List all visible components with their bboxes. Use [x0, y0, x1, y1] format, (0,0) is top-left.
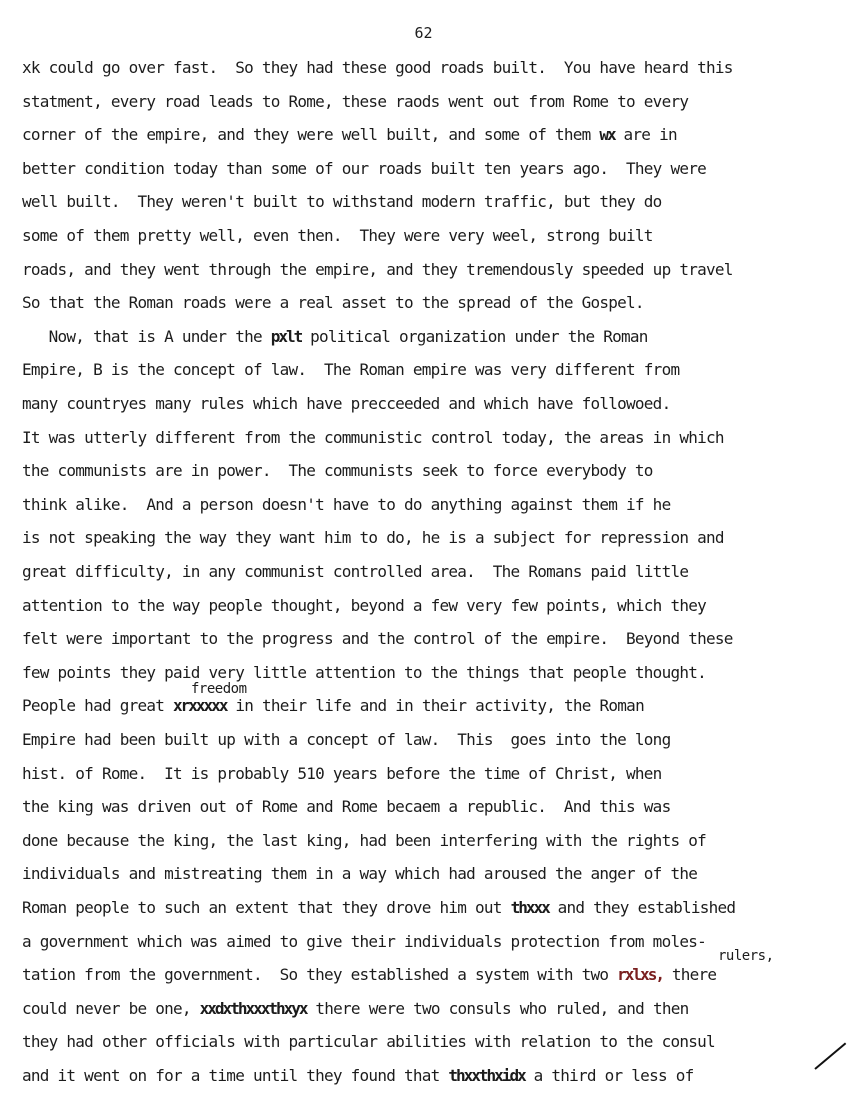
text-line: [22, 966, 716, 984]
line-text: and they established: [548, 898, 736, 917]
line-text: People had great: [22, 696, 174, 716]
line-text: political organization under the Roman: [301, 326, 648, 346]
text-line: [22, 697, 644, 715]
line-text: they had other officials with particular abilities with relation to the consul: [22, 1032, 715, 1052]
struck-out-text: pxlt: [270, 326, 302, 346]
line-text: is not speaking the way they want him to do, he is a subject for repression and: [22, 528, 724, 548]
line-text: could never be one,: [22, 998, 200, 1018]
line-text: think alike. And a person doesn't have to do anything against them if he: [22, 494, 671, 514]
text-line: [22, 597, 706, 615]
text-line: [22, 160, 706, 178]
line-text: the king was driven out of Rome and Rome becaem a republic. And this was: [22, 797, 671, 817]
line-text: could go over fast. So they had these good roads built. You have heard this: [39, 58, 733, 77]
text-line: [22, 798, 670, 816]
line-text: in their life and in their activity, the Roman: [226, 696, 644, 716]
struck-out-text: xrxxxxx: [173, 696, 227, 716]
text-line: [22, 193, 662, 211]
text-line: [22, 765, 662, 783]
line-text: some of them pretty well, even then. They were very weel, strong built: [22, 226, 653, 245]
page-number: 62: [414, 24, 433, 42]
text-line: [22, 261, 733, 279]
text-line: [22, 731, 670, 749]
text-line: [22, 1000, 688, 1018]
line-text: there were two consuls who ruled, and then: [306, 998, 689, 1018]
text-line: [22, 630, 733, 648]
text-line: [22, 933, 706, 951]
line-text: done because the king, the last king, had been interfering with the rights of: [22, 830, 706, 850]
line-text: a government which was aimed to give their individuals protection from moles-: [22, 931, 706, 951]
corner-pen-mark: [814, 1043, 846, 1070]
text-line: [22, 294, 644, 312]
line-text: attention to the way people thought, beyond a few very few points, which they: [22, 595, 706, 615]
text-line: [22, 126, 677, 144]
text-line: [22, 328, 648, 346]
struck-out-text: thxxthxidx: [448, 1066, 525, 1085]
struck-out-text: wx: [599, 125, 615, 145]
text-line: [22, 563, 688, 581]
text-line: [22, 93, 688, 111]
struck-out-text: xxdxthxxxthxyx: [199, 998, 307, 1018]
line-text: It was utterly different from the communistic control today, the areas in which: [22, 427, 724, 447]
line-text: felt were important to the progress and the control of the empire. Beyond these: [22, 629, 733, 649]
line-text: few points they paid very little attention to the things that people thought.: [22, 662, 706, 682]
line-text: and it went on for a time until they found that: [22, 1066, 449, 1085]
line-text: Empire, B is the concept of law. The Roman empire was very different from: [22, 360, 680, 380]
text-line: [22, 361, 679, 379]
text-line: [22, 529, 724, 547]
line-text: the communists are in power. The communists seek to force everybody to: [22, 461, 653, 481]
line-text: well built. They weren't built to withstand modern traffic, but they do: [22, 192, 662, 212]
text-line: [22, 227, 653, 245]
line-text: xk: [22, 58, 40, 77]
struck-out-text: rxlxs,: [617, 965, 663, 985]
text-line: [22, 832, 706, 850]
line-text: Roman people to such an extent that they drove him out: [22, 898, 511, 917]
text-line: [22, 496, 670, 514]
handwritten-insert-rulers: rulers,: [718, 948, 774, 964]
text-line: [22, 1033, 715, 1051]
text-line: [22, 395, 670, 413]
line-text: better condition today than some of our roads built ten years ago. They were: [22, 158, 706, 178]
text-line: [22, 59, 733, 77]
line-text: statment, every road leads to Rome, these raods went out from Rome to every: [22, 91, 689, 111]
line-text: roads, and they went through the empire, and they tremendously speeded up travel: [22, 259, 733, 279]
line-text: great difficulty, in any communist controlled area. The Romans paid little: [22, 562, 689, 581]
line-text: a third or less of: [524, 1066, 694, 1085]
struck-out-text: thxxx: [510, 898, 549, 917]
line-text: many countryes many rules which have precceeded and which have followoed.: [22, 394, 671, 413]
line-text: are in: [614, 125, 677, 145]
text-line: [22, 1067, 693, 1085]
line-text: corner of the empire, and they were well built, and some of them: [22, 125, 600, 145]
text-line: [22, 865, 697, 883]
line-text: hist. of Rome. It is probably 510 years before the time of Christ, when: [22, 763, 662, 783]
text-line: [22, 664, 706, 682]
handwritten-insert-freedom: freedom: [191, 681, 247, 697]
line-text: tation from the government. So they established a system with two: [22, 965, 618, 985]
text-line: [22, 899, 735, 917]
text-line: [22, 462, 653, 480]
line-text: Now, that is A under the: [22, 326, 271, 346]
text-line: [22, 429, 724, 447]
line-text: there: [662, 965, 717, 985]
line-text: So that the Roman roads were a real asset to the spread of the Gospel.: [22, 293, 644, 313]
line-text: individuals and mistreating them in a way which had aroused the anger of the: [22, 864, 698, 884]
line-text: Empire had been built up with a concept of law. This goes into the long: [22, 730, 671, 749]
